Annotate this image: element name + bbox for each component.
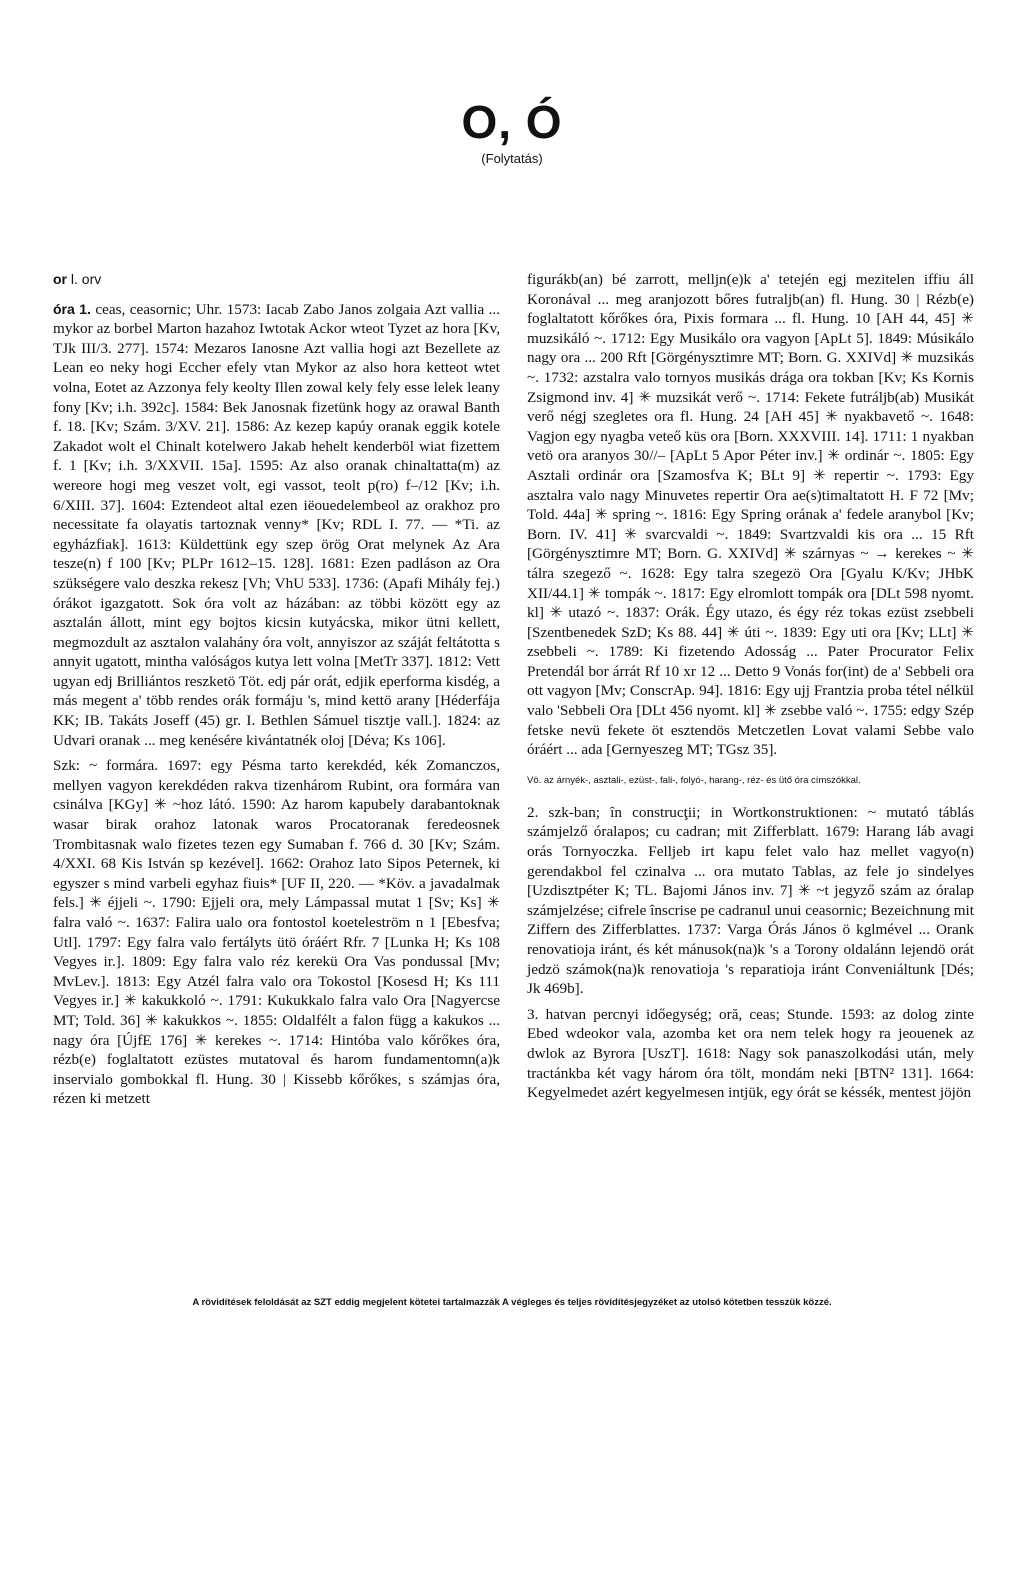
entry-sense3: 3. hatvan percnyi időegység; oră, ceas; Stunde. 1593: az dolog zinte Ebed wdeokor vala, azomba ket ora nem telek hogy ra jeouenek az dwlok az Byrora [UszT]. 1618: Nagy sok panaszolkodási után, mely tractánkba két vagy három óra tölt, mondám neki [BTN² 131]. 1664: Kegyelmedet azért kegyelmesen intjük, egy órát se késsék, mentest jöjön: [527, 1005, 974, 1102]
entry-sense2: 2. szk-ban; în construcţii; in Wortkonstruktionen: ~ mutató táblás számjelző óralapos; cu cadran; mit Zifferblatt. 1679: Harang láb avagi orás Tornyoczka. Felljeb irt kapu felet valo haz mellet vagyo(n) gerendakbol fel czinalva ... ora mutato Tablas, az fele jo sindelyes [Uzdisztpéter K; TL. Bajomi János inv. 7] ✳ ~t jegyző szám az óralap számjelzése; cifrele înscrise pe cadranul unui ceasornic; Bezeichnung mit Ziffern des Zifferblattes. 1737: Varga Órás János ö kglmével ... Orank renovatioja iránt, és két mánusok(na)k 's a Torony oldalánn lejendö orát jedzö számok(na)k renovatioja 's reparatioja iránt Conveniáltunk [Dés; Jk 469b].: [527, 803, 974, 998]
crossref-word: or: [53, 271, 67, 287]
footer-note: A rövidítések feloldását az SZT eddig megjelent kötetei tartalmazzák A végleges és teljes rövidítésjegyzéket az utolsó kötetben tesszük közzé.: [192, 1297, 832, 1308]
crossref-target: l. orv: [70, 271, 102, 287]
left-column: [53, 270, 500, 1570]
entry-ora-sense1: [53, 300, 500, 751]
crossref-entry: [53, 270, 500, 290]
continuation-text: figurákb(an) bé zarrott, melljn(e)k a' tetején egj mezitelen iffiu áll Koronával ... meg aranjozott bőres futraljb(an) fl. Hung. 30 | Rézb(e) foglaltatott kőrőkes óra, Pixis formara ... fl. Hung. 10 [AH 44, 45] ✳ muzsikáló ~. 1712: Egy Musikálo ora vagyon [ApLt 5]. 1849: Músikálo nagy ora ... 200 Rft [Görgénysztimre MT; Born. G. XXIVd] ✳ muzsikás ~. 1732: azstalra valo tornyos musikás drága ora tokban [Kv; Ks Kornis Zsigmond inv. 4] ✳ muzsikát verő ~. 1714: Fekete futráljb(ab) Musikát verő négj szegletes ora fl. Hung. 24 [AH 45] ✳ nyakbavető ~. 1648: Vagjon egy nyagba veteő küs ora [Born. XXXVIII. 14]. 1711: 1 nyakban vetö ora aranyos 30//– [ApLt 5 Apor Péter inv.] ✳ ordinár ~. 1805: Egy Asztali ordinár ora [Szamosfva K; BLt 9] ✳ repertir ~. 1793: Egy asztalra valo nagy Minuvetes repertir Ora ae(s)timaltatott H. F 72 [Mv; Told. 44a] ✳ spring ~. 1816: Egy Spring orának a' fedele aranybol [Kv; Born. IV. 41] ✳ svarcvaldi ~. 1849: Svartzvaldi kis ora ... 15 Rft [Görgénysztimre MT; Born. G. XXIVd] ✳ szárnyas ~ → kerekes ~ ✳ tálra szegező ~. 1628: Egy talra szegezö Ora [Gyalu K/Kv; JHbK XII/44.1] ✳ tompák ~. 1817: Egy elromlott tompák ora [DLt 598 nyomt. kl] ✳ utazó ~. 1837: Orák. Égy utazo, és égy réz tokas ezüst zsebbeli [Szentbenedek SzD; Ks 88. 44] ✳ úti ~. 1839: Egy uti ora [Kv; LLt] ✳ zsebbeli ~. 1789: Ki fizetendo Adosság ... Pater Procurator Felix Pretendál bor árrát Rf 10 xr 12 ... Detto 9 Vonás for(int) de a' Sebbeli ora ott vagyon [Mv; ConscrAp. 94]. 1816: Egy ujj Frantzia proba tétel nélkül valo 'Sebbeli Ora [DLt 456 nyomt. kl] ✳ zsebbe való ~. 1755: edgy Szép fetske nevü fekete öt esztendös Metczetlen Lovat valami Sebbe valo óráért ... ada [Gernyeszeg MT; TGsz 35].: [527, 271, 974, 759]
entry-sense1-text: ceas, ceasornic; Uhr. 1573: Iacab Zabo Janos zolgaia Azt vallia ... mykor az borbel Marton hazahoz Iwtotak Ackor wteot Tyzet az hora [Kv, TJk III/3. 277]. 1574: Mezaros Ianosne Azt vallia hogi azt Bezellete az Lean eo neky hogi Eccher efely vtan Mykor az also hora ketteot wtet volna, Eotet az Azzonya fely keolty Illen zowal kely fely esse lelek leany fony [Kv; i.h. 392c]. 1584: Bek Janosnak fizetünk hogy az orawal Banth f. 18. [Kv; Szám. 3/XV. 21]. 1586: Az kezep kapúy oranak eggik kotele Zakadot wolt el Chinalt kotelwero Jakab hehelt kenderböl wiat fizettem f. 1 [Kv; i.h. 3/XXVII. 15a]. 1595: Az also oranak chinaltatta(m) az wereore hogi meg veszet volt, egi vassot, teolt p(ro) f–/12 [Kv; i.h. 6/XIII. 37]. 1604: Eztendeot altal ezen iëouedelembeol az orakhoz pro necessitate fa olayatis tartoznak venny* [Kv; RDL I. 77. — *Ti. az egyházfiak]. 1613: Küldettünk egy szep örög Orat melynek Az Ara tesze(n) f 100 [Kv; PLPr 1612–15. 128]. 1681: Ezen padláson az Ora szükségere valo deszka rekesz [Vh; VhU 533]. 1736: (Apafi Mihály fej.) órákot igazgatott. Sok óra volt az házában: az többi között egy az asztalán állott, mint egy bojtos kicsin kutyácska, mikor ütni kellett, megmozdult az asztalon valahány óra volt, annyiszor az száját feltátotta s annyit ugatott, mintha valóságos kutya lett volna [MetTr 337]. 1812: Vett ugyan edj Brilliántos reszketö Töt. edj pár orát, edjik eperforma kisdég, a más megent a' több rendes orák formáju 's, mind kettö arany [Héderfája KK; IB. Takáts Joseff (45) gr. I. Bethlen Sámuel tisztje vall.]. 1824: az Udvari oranak ... meg kenésére kivántatnék oloj [Déva; Ks 106].: [53, 300, 500, 749]
right-column: [527, 270, 974, 1570]
entry-headword: óra 1.: [53, 300, 91, 317]
page-title: O, Ó: [461, 96, 563, 148]
cross-reference-note: Vö. az árnyék-, asztali-, ezüst-, fali-, folyó-, harang-, réz- és ütő óra címszókkal.: [527, 774, 861, 786]
page-subtitle: (Folytatás): [481, 151, 543, 166]
entry-szk-block: Szk: ~ formára. 1697: egy Pésma tarto kerekdéd, kék Zomanczos, mellyen vagyon kerekdéden rakva tizenhárom Rubint, ora formára van csinálva [KGy] ✳ ~hoz látó. 1590: Az harom kapubely darabantoknak wasar birak orahoz latonak waros Procatoranak feredeosnek Trombitasnak walo fizetes tezen egy Sumaban f. 766 d. 30 [Kv; Szám. 4/XXI. 68 Kis István sp kezével]. 1662: Orahoz lato Sipos Peternek, ki egyszer s mind varbeli egyhaz fiuis* [UF II, 220. — *Köv. a javadalmak fels.] ✳ éjjeli ~. 1790: Ejjeli ora, mely Lámpassal mutat 1 [Sv; Ks] ✳ falra való ~. 1637: Falira ualo ora fontostol koeteleström n 1 [Ebesfva; Utl]. 1797: Egy falra valo fertályts ütö óráért Rfr. 7 [Lunka H; Ks 108 Vegyes ir.]. 1809: Egy falra valo réz kerekü Ora Vas pondussal [Mv; MvLev.]. 1813: Egy Atzél falra valo ora Tokostol [Kosesd H; Ks 111 Vegyes ir.] ✳ kakukkoló ~. 1791: Kukukkalo falra valo Ora [Nagyercse MT; Told. 36] ✳ kakukkos ~. 1855: Oldalfélt a falon függ a kakukos ... nagy óra [ÚjfE 176] ✳ kerekes ~. 1714: Hintóba valo kőrőkes óra, rézb(e) foglaltatott ezüstes mutatoval és harom fundamentomn(a)k inservialo gombokkal fl. Hung. 30 | Kissebb kőrőkes, s számjas óra, rézen ki metzett: [53, 757, 500, 1108]
